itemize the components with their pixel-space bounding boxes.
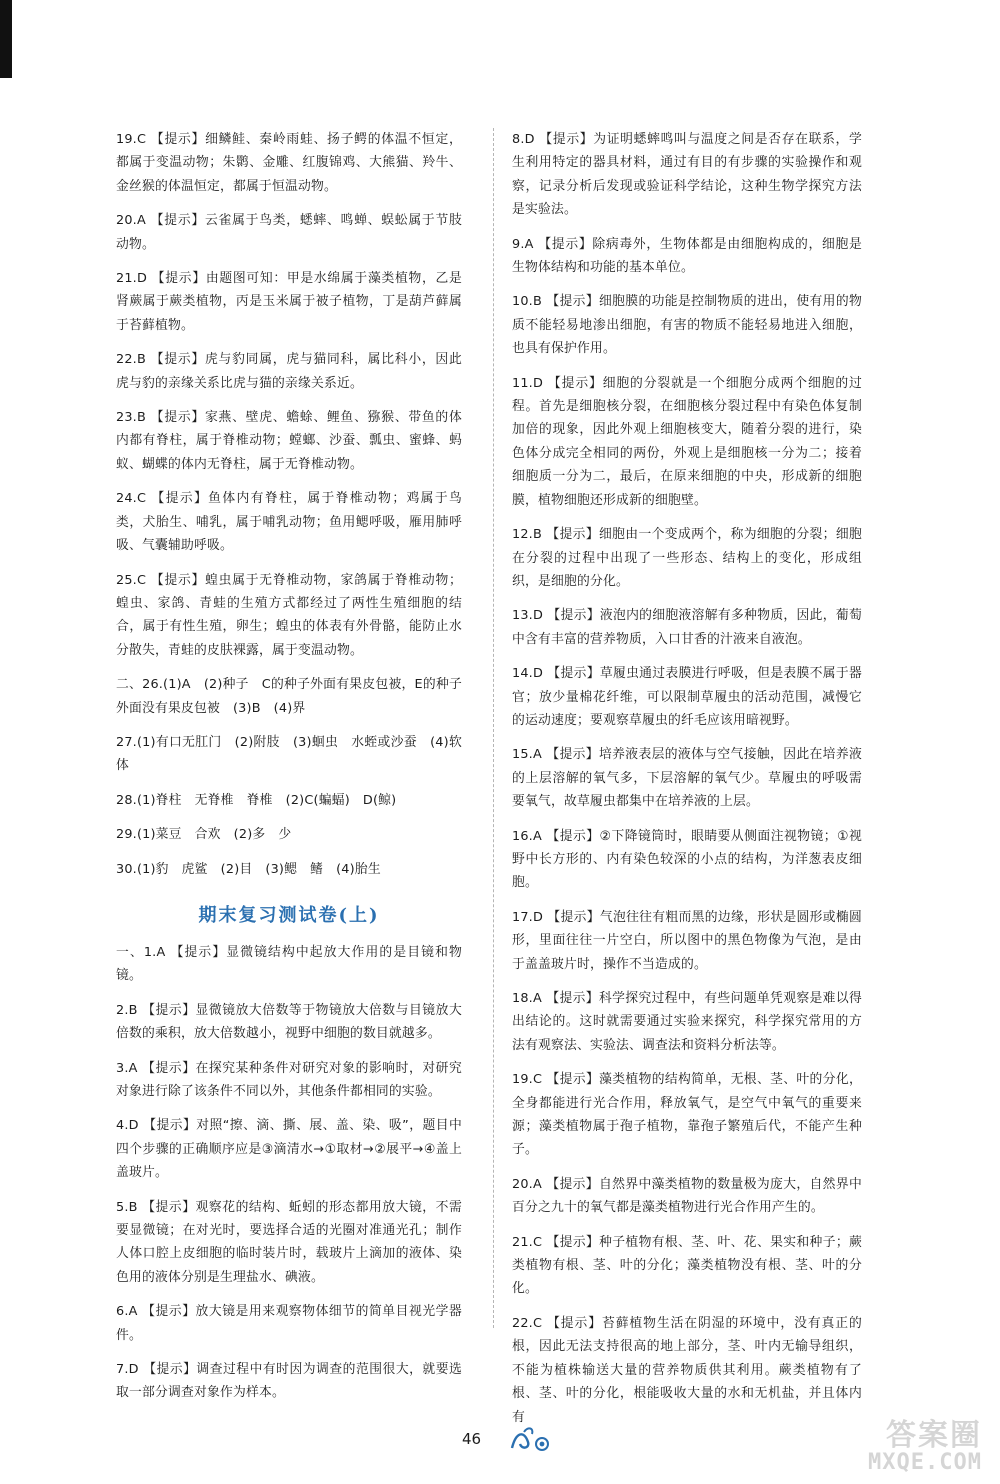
answer-item: 2.B 【提示】显微镜放大倍数等于物镜放大倍数与目镜放大倍数的乘积，放大倍数越小，视野中细胞的数目就越多。 — [116, 1002, 462, 1042]
watermark-top: 答案圈 — [886, 1418, 982, 1453]
answer-item: 25.C 【提示】蝗虫属于无脊椎动物，家鸽属于脊椎动物；蝗虫、家鸽、青蛙的生殖方式都经过了两性生殖细胞的结合，属于有性生殖，卵生；蝗虫的体表有外骨骼，能防止水分散失，青蛙的皮肤裸露，属于变温动物。 — [116, 572, 462, 658]
swirl-logo-icon — [508, 1424, 556, 1454]
answer-item: 15.A 【提示】培养液表层的液体与空气接触，因此在培养液的上层溶解的氧气多，下层溶解的氧气少。草履虫的呼吸需要氧气，故草履虫都集中在培养液的上层。 — [512, 747, 862, 810]
left-column — [116, 128, 462, 1416]
answer-item: 14.D 【提示】草履虫通过表膜进行呼吸，但是表膜不属于器官；放少量棉花纤维，可以限制草履虫的活动范围，减慢它的运动速度；要观察草履虫的纤毛应该用暗视野。 — [512, 666, 862, 728]
answer-item: 19.C 【提示】细鳞鲑、秦岭雨蛙、扬子鳄的体温不恒定，都属于变温动物；朱鹮、金雕、红腹锦鸡、大熊猫、羚牛、金丝猴的体温恒定，都属于恒温动物。 — [116, 132, 462, 194]
answer-item: 9.A 【提示】除病毒外，生物体都是由细胞构成的，细胞是生物体结构和功能的基本单位。 — [512, 236, 862, 276]
answer-item: 30.(1)豹 虎鲨 (2)目 (3)鳃 鳍 (4)胎生 — [116, 861, 381, 877]
answer-item: 10.B 【提示】细胞膜的功能是控制物质的进出，使有用的物质不能轻易地渗出细胞，有害的物质不能轻易地进入细胞，也具有保护作用。 — [512, 294, 862, 357]
answer-item: 24.C 【提示】鱼体内有脊柱，属于脊椎动物；鸡属于鸟类，犬胎生、哺乳，属于哺乳动物；鱼用鳃呼吸，雁用肺呼吸、气囊辅助呼吸。 — [116, 491, 462, 554]
answer-item: 7.D 【提示】调查过程中有时因为调查的范围很大，就要选取一部分调查对象作为样本。 — [116, 1362, 462, 1401]
answer-item: 20.A 【提示】自然界中藻类植物的数量极为庞大，自然界中百分之九十的氧气都是藻类植物进行光合作用产生的。 — [512, 1176, 862, 1216]
answer-item: 17.D 【提示】气泡往往有粗而黑的边缘，形状是圆形或椭圆形，里面往往一片空白，所以图中的黑色物像为气泡，是由于盖盖玻片时，操作不当造成的。 — [512, 909, 862, 972]
answer-item: 28.(1)脊柱 无脊椎 脊椎 (2)C(蝙蝠) D(鲸) — [116, 792, 397, 808]
answer-item: 23.B 【提示】家燕、壁虎、蟾蜍、鲤鱼、猕猴、带鱼的体内都有脊柱，属于脊椎动物；螳螂、沙蚕、瓢虫、蜜蜂、蚂蚁、蝴蝶的体内无脊柱，属于无脊椎动物。 — [116, 410, 462, 472]
watermark — [832, 1410, 982, 1480]
section-title: 期末复习测试卷(上) — [198, 904, 380, 926]
answer-item: 8.D 【提示】为证明蟋蟀鸣叫与温度之间是否存在联系，学生利用特定的器具材料，通过有目的有步骤的实验操作和观察，记录分析后发现或验证科学结论，这种生物学探究方法是实验法。 — [512, 132, 862, 218]
page-number: 46 — [462, 1430, 482, 1448]
answer-item: 6.A 【提示】放大镜是用来观察物体细节的简单目视光学器件。 — [116, 1304, 462, 1343]
answer-item: 12.B 【提示】细胞由一个变成两个，称为细胞的分裂；细胞在分裂的过程中出现了一些形态、结构上的变化，形成组织，是细胞的分化。 — [512, 527, 862, 589]
column-divider — [493, 128, 494, 1328]
answer-item: 13.D 【提示】液泡内的细胞液溶解有多种物质，因此，葡萄中含有丰富的营养物质，入口甘香的汁液来自液泡。 — [512, 608, 862, 647]
answer-item: 19.C 【提示】藻类植物的结构简单，无根、茎、叶的分化，全身都能进行光合作用，释放氧气，是空气中氧气的重要来源；藻类植物属于孢子植物，靠孢子繁殖后代，不能产生种子。 — [512, 1072, 862, 1158]
watermark-bottom: MXQE.COM — [868, 1450, 982, 1475]
scan-edge-mark — [0, 0, 12, 78]
answer-item: 11.D 【提示】细胞的分裂就是一个细胞分成两个细胞的过程。首先是细胞核分裂，在细胞核分裂过程中有染色体复制加倍的现象，因此外观上细胞核变大，随着分裂的进行，染色体分成完全相同的两份，外观上是细胞核一分为二；接着细胞质一分为二，最后，在原来细胞的中央，形成新的细胞膜，植物细胞还形成新的细胞壁。 — [512, 375, 862, 508]
answer-item: 20.A 【提示】云雀属于鸟类，蟋蟀、鸣蝉、蜈蚣属于节肢动物。 — [116, 213, 462, 252]
answer-item: 21.D 【提示】由题图可知：甲是水绵属于藻类植物，乙是肾蕨属于蕨类植物，丙是玉米属于被子植物，丁是葫芦藓属于苔藓植物。 — [116, 271, 462, 333]
answer-item: 二、26.(1)A (2)种子 C的种子外面有果皮包被，E的种子外面没有果皮包被 (3)B (4)界 — [116, 677, 462, 716]
answer-item: 5.B 【提示】观察花的结构、蚯蚓的形态都用放大镜，不需要显微镜；在对光时，要选择合适的光圈对准通光孔；制作人体口腔上皮细胞的临时装片时，载玻片上滴加的液体、染色用的液体分别是生理盐水、碘液。 — [116, 1199, 462, 1285]
answer-item: 22.B 【提示】虎与豹同属，虎与猫同科，属比科小，因此虎与豹的亲缘关系比虎与猫的亲缘关系近。 — [116, 352, 462, 391]
answer-item: 22.C 【提示】苔藓植物生活在阴湿的环境中，没有真正的根，因此无法支持很高的地上部分，茎、叶内无输导组织，不能为植株输送大量的营养物质供其利用。蕨类植物有了根、茎、叶的分化，根能吸收大量的水和无机盐，并且体内有 — [512, 1315, 862, 1425]
answer-item: 4.D 【提示】对照“擦、滴、撕、展、盖、染、吸”，题目中四个步骤的正确顺序应是③滴清水→①取材→②展平→④盖上盖玻片。 — [116, 1118, 462, 1181]
answer-item: 27.(1)有口无肛门 (2)附肢 (3)蛔虫 水蛭或沙蚕 (4)软体 — [116, 734, 462, 774]
right-column — [512, 128, 862, 1440]
answer-item: 18.A 【提示】科学探究过程中，有些问题单凭观察是难以得出结论的。这时就需要通过实验来探究，科学探究常用的方法有观察法、实验法、调查法和资料分析法等。 — [512, 991, 862, 1053]
answer-item: 3.A 【提示】在探究某种条件对研究对象的影响时，对研究对象进行除了该条件不同以外，其他条件都相同的实验。 — [116, 1060, 462, 1099]
answer-item: 16.A 【提示】②下降镜筒时，眼睛要从侧面注视物镜；①视野中长方形的、内有染色较深的小点的结构，为洋葱表皮细胞。 — [512, 828, 862, 891]
answer-item: 一、1.A 【提示】显微镜结构中起放大作用的是目镜和物镜。 — [116, 944, 462, 984]
answer-item: 21.C 【提示】种子植物有根、茎、叶、花、果实和种子；蕨类植物有根、茎、叶的分化；藻类植物没有根、茎、叶的分化。 — [512, 1234, 862, 1297]
answer-item: 29.(1)菜豆 合欢 (2)多 少 — [116, 827, 292, 843]
